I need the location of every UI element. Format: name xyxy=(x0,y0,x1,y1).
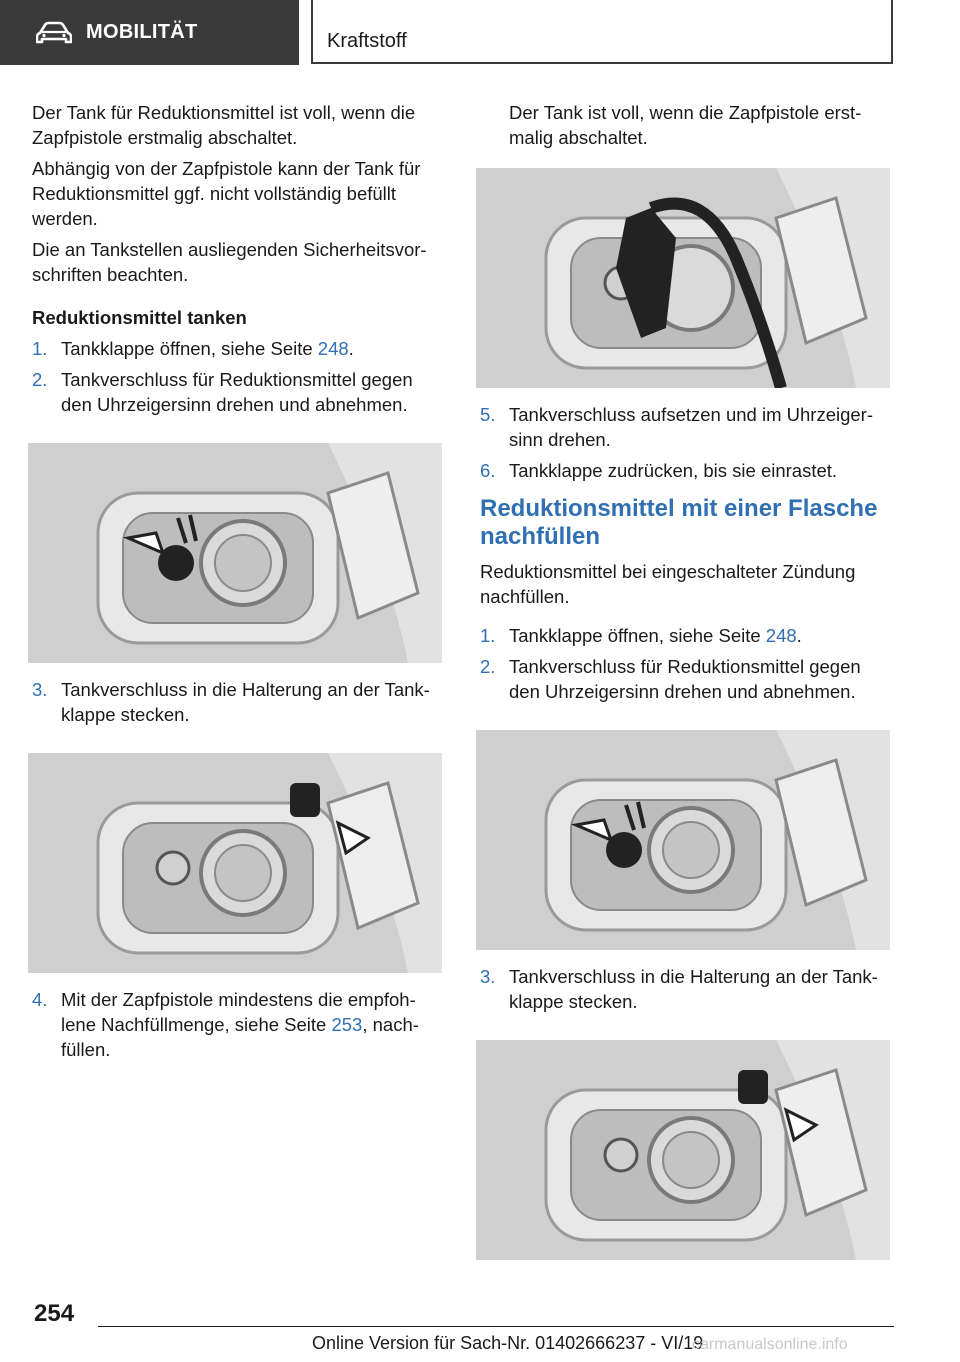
step-text: Tankverschluss in die Halterung an der Tank-klappe stecken. xyxy=(509,966,878,1012)
figure-remove-cap xyxy=(28,443,442,663)
right-column xyxy=(480,100,894,1274)
figure-cap-holder xyxy=(28,753,442,973)
step-text: Tankverschluss in die Halterung an der Tank-klappe stecken. xyxy=(61,679,430,725)
step-item xyxy=(32,367,446,417)
step-number: 1. xyxy=(32,338,48,359)
step-item xyxy=(480,402,894,452)
step-item xyxy=(480,964,894,1014)
paragraph: Der Tank ist voll, wenn die Zapfpistole erst-malig abschaltet. xyxy=(509,102,862,148)
step-item xyxy=(480,458,894,483)
car-icon xyxy=(36,21,72,45)
step-text: Tankverschluss aufsetzen und im Uhrzeiger-sinn drehen. xyxy=(509,404,873,450)
step-item xyxy=(480,654,894,704)
page-number: 254 xyxy=(34,1300,75,1327)
step-text: Tankklappe öffnen, siehe Seite xyxy=(61,338,318,359)
step-item xyxy=(480,623,894,648)
paragraph: Abhängig von der Zapfpistole kann der Tank für Reduktionsmittel ggf. nicht vollständig befüllt werden. xyxy=(32,158,421,229)
step-number: 6. xyxy=(480,460,496,481)
figure-cap-holder-bottle xyxy=(476,1040,890,1260)
figure-remove-cap-bottle xyxy=(476,730,890,950)
step-text: Tankverschluss für Reduktionsmittel gegen den Uhrzeigersinn drehen und abnehmen. xyxy=(61,369,413,415)
step-text-tail: , nach-füllen. xyxy=(61,1014,419,1060)
step-text-tail: . xyxy=(348,338,354,359)
step-text: Tankklappe zudrücken, bis sie einrastet. xyxy=(509,460,838,481)
figure-fill-nozzle xyxy=(476,168,890,388)
chapter-header xyxy=(311,0,893,64)
step-text: Tankklappe öffnen, siehe Seite xyxy=(509,625,766,646)
watermark: carmanualsonline.info xyxy=(692,1336,848,1353)
step-continuation xyxy=(480,100,894,150)
step-text: Tankverschluss für Reduktionsmittel gegen den Uhrzeigersinn drehen und abnehmen. xyxy=(509,656,861,702)
section-heading: Reduktionsmittel mit einer Flasche nachfüllen xyxy=(480,495,878,550)
step-number: 3. xyxy=(32,679,48,700)
page-link[interactable]: 248 xyxy=(317,338,349,359)
paragraph: Die an Tankstellen ausliegenden Sicherheitsvor-schriften beachten. xyxy=(32,239,427,285)
left-column xyxy=(32,100,446,1068)
section-title: MOBILITÄT xyxy=(86,21,198,43)
page-link[interactable]: 253 xyxy=(331,1014,363,1035)
step-number: 2. xyxy=(32,369,48,390)
paragraph: Reduktionsmittel bei eingeschalteter Zündung nachfüllen. xyxy=(480,561,856,607)
step-item xyxy=(32,987,446,1062)
step-number: 1. xyxy=(480,625,496,646)
subheading: Reduktionsmittel tanken xyxy=(32,307,247,328)
step-number: 5. xyxy=(480,404,496,425)
step-item xyxy=(32,677,446,727)
step-item xyxy=(32,336,446,361)
page-link[interactable]: 248 xyxy=(765,625,797,646)
step-number: 2. xyxy=(480,656,496,677)
section-tab xyxy=(0,0,299,65)
step-number: 4. xyxy=(32,989,48,1010)
paragraph: Der Tank für Reduktionsmittel ist voll, wenn die Zapfpistole erstmalig abschaltet. xyxy=(32,102,416,148)
step-text-tail: . xyxy=(796,625,802,646)
step-number: 3. xyxy=(480,966,496,987)
indent xyxy=(480,100,509,150)
footer-divider xyxy=(98,1326,894,1327)
step-text: Mit der Zapfpistole mindestens die empfoh-lene Nachfüllmenge, siehe Seite xyxy=(61,989,416,1035)
footer-text: Online Version für Sach-Nr. 01402666237 - VI/19 xyxy=(312,1333,704,1353)
chapter-title: Kraftstoff xyxy=(327,30,407,52)
